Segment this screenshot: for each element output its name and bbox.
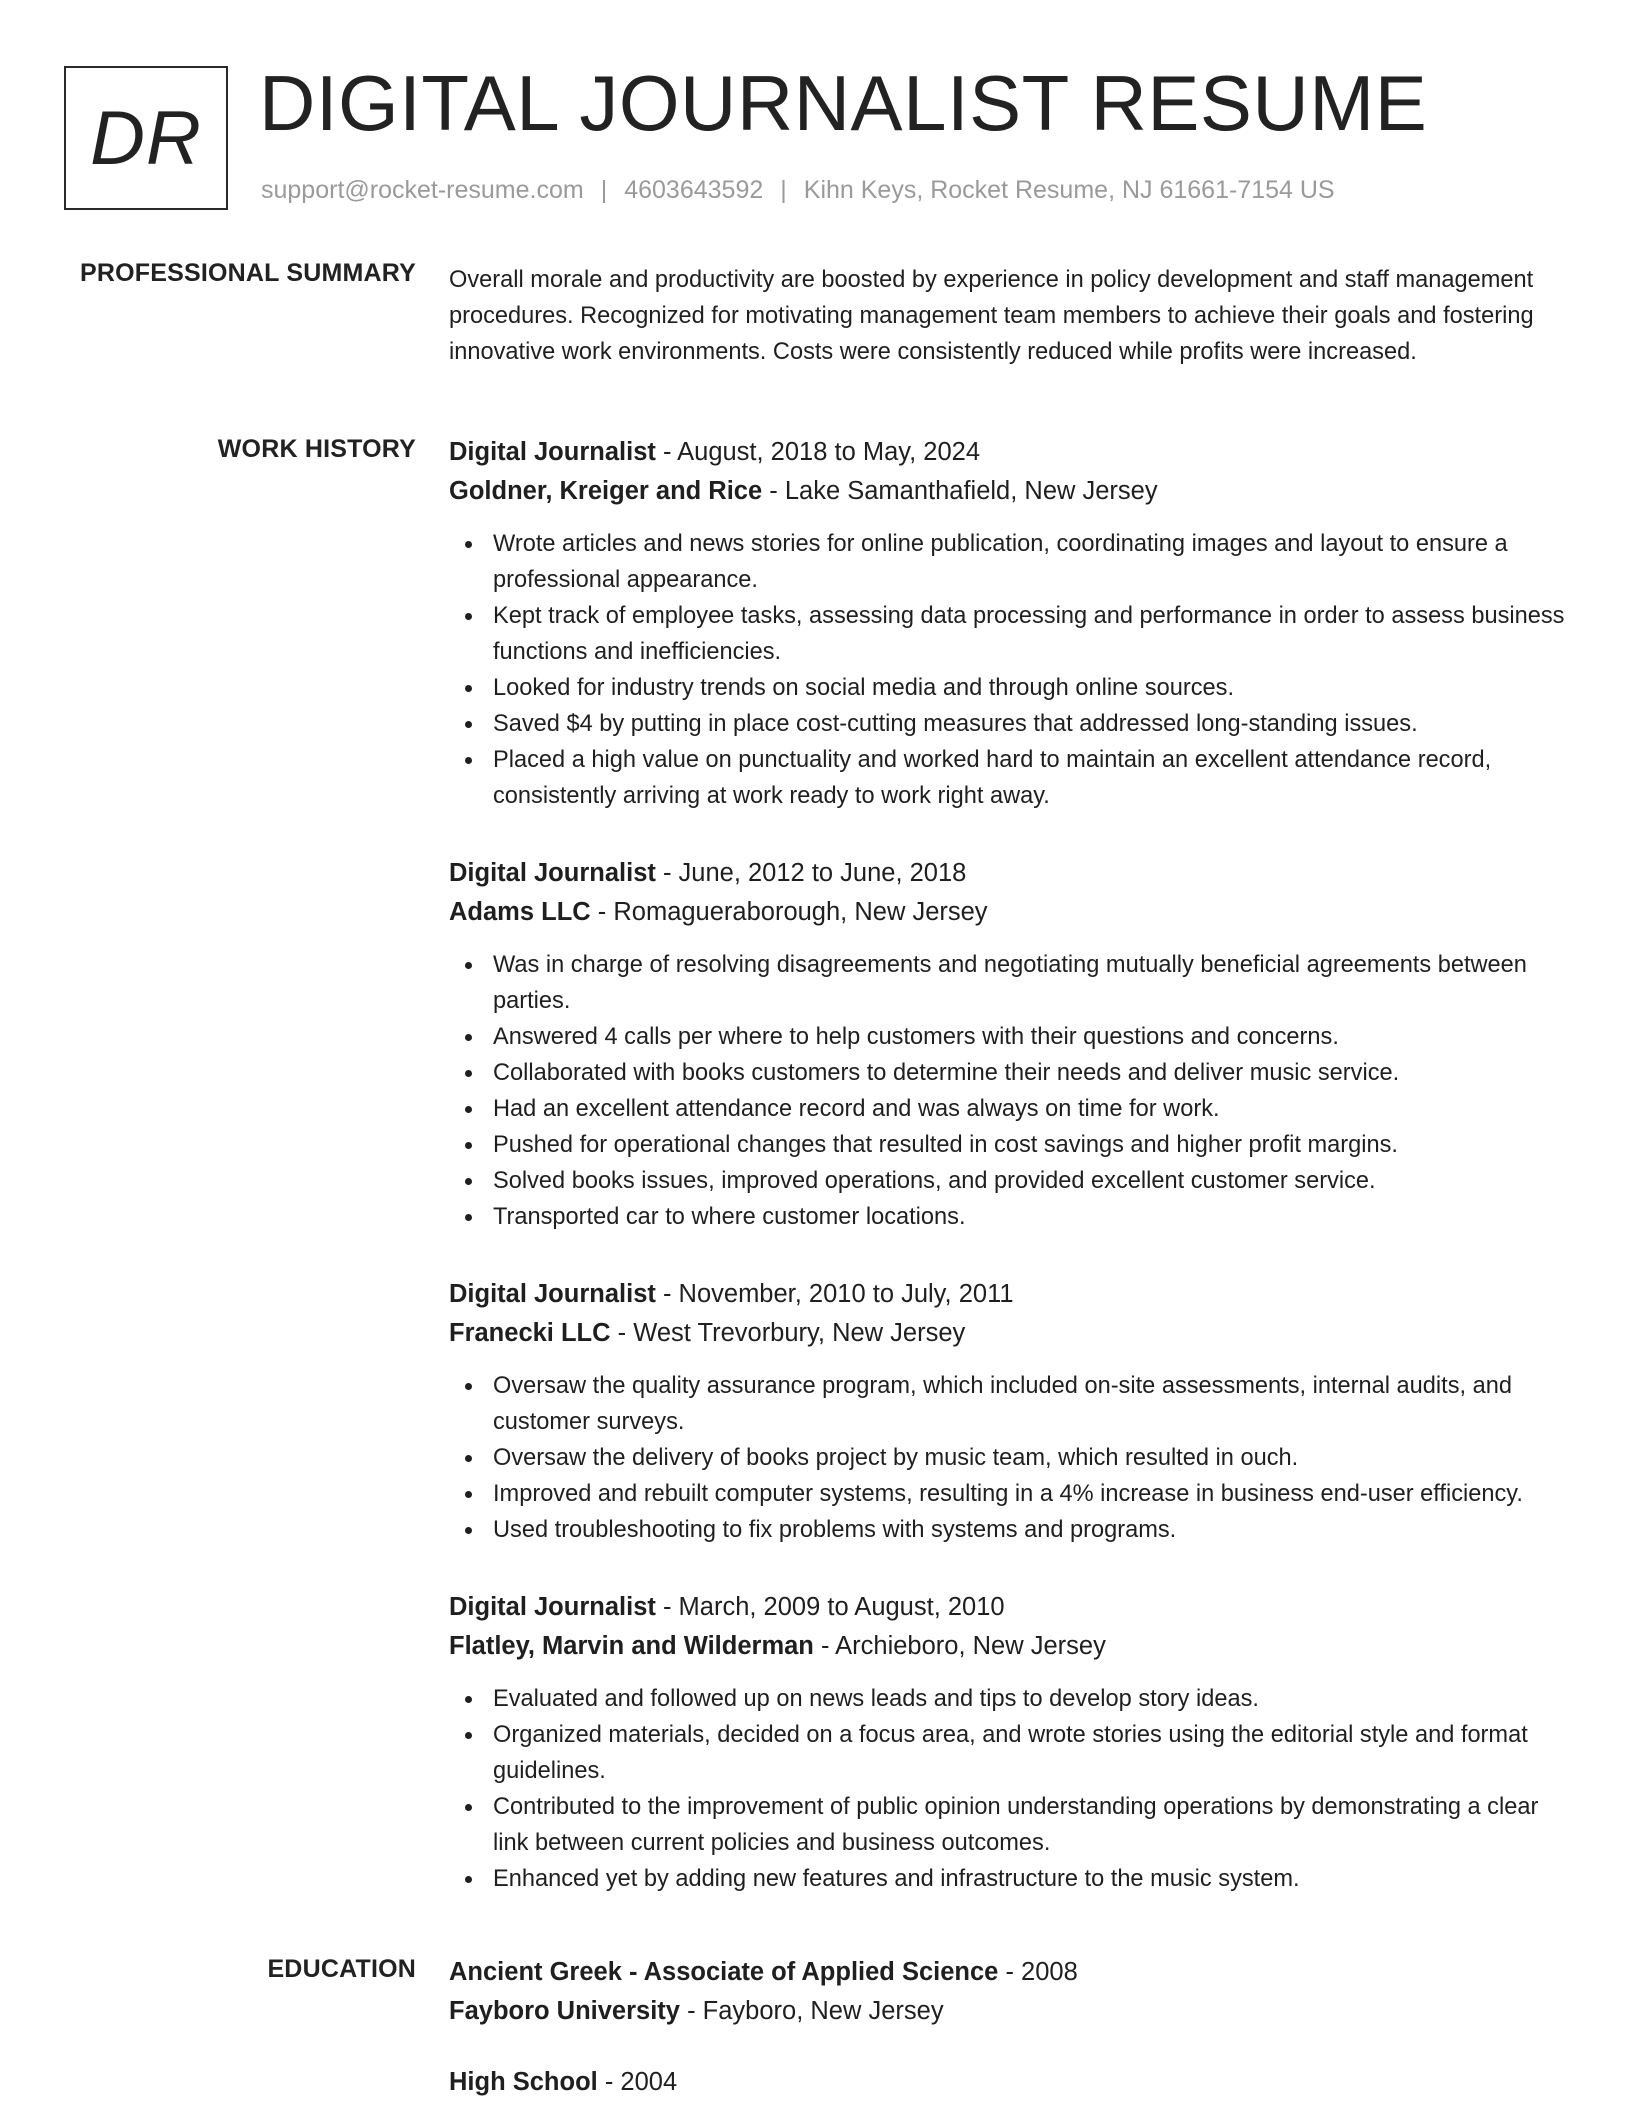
job-location: - Romagueraborough, New Jersey: [590, 898, 988, 926]
job-company: Goldner, Kreiger and Rice: [449, 477, 763, 505]
education-degree: Ancient Greek - Associate of Applied Science: [449, 1958, 999, 1986]
job-company: Flatley, Marvin and Wilderman: [449, 1632, 814, 1660]
job-title-line: [449, 1588, 1574, 1627]
job-company: Franecki LLC: [449, 1319, 611, 1347]
summary-text: Overall morale and productivity are boosted by experience in policy development and staff management procedures. Recognized for motivating management team members to achieve their goals and fostering innovative work environments. Costs were consistently reduced while profits were increased.: [449, 267, 1534, 365]
job-bullet-list: [449, 1368, 1574, 1548]
job-bullet: Solved books issues, improved operations, and provided excellent customer service.: [449, 1163, 1574, 1199]
job-dates: - November, 2010 to July, 2011: [655, 1280, 1014, 1308]
job-bullet: Kept track of employee tasks, assessing data processing and performance in order to assess business functions and inefficiencies.: [449, 598, 1574, 670]
work-history-label: WORK HISTORY: [217, 435, 416, 463]
job-title-line: [449, 854, 1574, 893]
education-school-line: [449, 1992, 1574, 2031]
resume-title: DIGITAL JOURNALIST RESUME: [259, 59, 1428, 147]
contact-address: Kihn Keys, Rocket Resume, NJ 61661-7154 US: [803, 176, 1335, 204]
education-degree-line: [449, 2063, 1574, 2102]
job-dates: - March, 2009 to August, 2010: [655, 1593, 1005, 1621]
education-year: - 2004: [597, 2068, 678, 2096]
job-bullet: Contributed to the improvement of public opinion understanding operations by demonstrating a clear link between current policies and business outcomes.: [449, 1789, 1574, 1861]
job-bullet: Enhanced yet by adding new features and infrastructure to the music system.: [449, 1861, 1574, 1897]
contact-phone: 4603643592: [624, 176, 764, 204]
job-company-line: [449, 893, 1574, 932]
education-entry: [449, 1953, 1574, 2031]
job-bullet-list: [449, 947, 1574, 1235]
job-company-line: [449, 1627, 1574, 1666]
education-label: EDUCATION: [267, 1955, 416, 1983]
contact-separator: |: [780, 176, 787, 204]
job-location: - Lake Samanthafield, New Jersey: [762, 477, 1158, 505]
job-bullet: Pushed for operational changes that resulted in cost savings and higher profit margins.: [449, 1127, 1574, 1163]
job-bullet: Evaluated and followed up on news leads and tips to develop story ideas.: [449, 1681, 1574, 1717]
job-bullet-list: [449, 1681, 1574, 1897]
job-title-line: [449, 1275, 1574, 1314]
job-dates: - June, 2012 to June, 2018: [655, 859, 967, 887]
job-entry: [449, 854, 1574, 1235]
job-company: Adams LLC: [449, 898, 591, 926]
education-degree: High School: [449, 2068, 598, 2096]
job-entry: [449, 433, 1574, 814]
job-title: Digital Journalist: [449, 1280, 656, 1308]
job-bullet: Answered 4 calls per where to help customers with their questions and concerns.: [449, 1019, 1574, 1055]
job-bullet: Collaborated with books customers to determine their needs and deliver music service.: [449, 1055, 1574, 1091]
job-bullet: Was in charge of resolving disagreements and negotiating mutually beneficial agreements between parties.: [449, 947, 1574, 1019]
job-dates: - August, 2018 to May, 2024: [655, 438, 981, 466]
job-location: - Archieboro, New Jersey: [813, 1632, 1106, 1660]
job-bullet: Wrote articles and news stories for online publication, coordinating images and layout to ensure a professional appearance.: [449, 526, 1574, 598]
education-entry: [449, 2063, 1574, 2102]
job-bullet: Placed a high value on punctuality and worked hard to maintain an excellent attendance record, consistently arriving at work ready to work right away.: [449, 742, 1574, 814]
job-company-line: [449, 1314, 1574, 1353]
job-bullet: Had an excellent attendance record and was always on time for work.: [449, 1091, 1574, 1127]
education-degree-line: [449, 1953, 1574, 1992]
summary-label: PROFESSIONAL SUMMARY: [80, 259, 416, 287]
education-year: - 2008: [998, 1958, 1078, 1986]
job-company-line: [449, 472, 1574, 511]
monogram-initials: DR: [90, 95, 202, 181]
contact-separator: |: [600, 176, 608, 204]
job-bullet: Used troubleshooting to fix problems with systems and programs.: [449, 1512, 1574, 1548]
job-bullet: Looked for industry trends on social media and through online sources.: [449, 670, 1574, 706]
job-bullet: Oversaw the delivery of books project by music team, which resulted in ouch.: [449, 1440, 1574, 1476]
job-title: Digital Journalist: [449, 438, 656, 466]
education-school: Fayboro University: [449, 1997, 680, 2025]
job-title-line: [449, 433, 1574, 472]
job-bullet: Improved and rebuilt computer systems, resulting in a 4% increase in business end-user efficiency.: [449, 1476, 1574, 1512]
job-bullet: Organized materials, decided on a focus area, and wrote stories using the editorial style and format guidelines.: [449, 1717, 1574, 1789]
job-title: Digital Journalist: [449, 1593, 656, 1621]
monogram-box: [64, 66, 228, 210]
job-title: Digital Journalist: [449, 859, 656, 887]
contact-email: support@rocket-resume.com: [261, 176, 584, 204]
job-location: - West Trevorbury, New Jersey: [610, 1319, 966, 1347]
job-bullet: Oversaw the quality assurance program, which included on-site assessments, internal audits, and customer surveys.: [449, 1368, 1574, 1440]
job-bullet: Transported car to where customer locations.: [449, 1199, 1574, 1235]
job-entry: [449, 1275, 1574, 1548]
job-entry: [449, 1588, 1574, 1897]
job-bullet: Saved $4 by putting in place cost-cutting measures that addressed long-standing issues.: [449, 706, 1574, 742]
job-bullet-list: [449, 526, 1574, 814]
contact-line: [261, 176, 1335, 205]
education-location: - Fayboro, New Jersey: [679, 1997, 944, 2025]
